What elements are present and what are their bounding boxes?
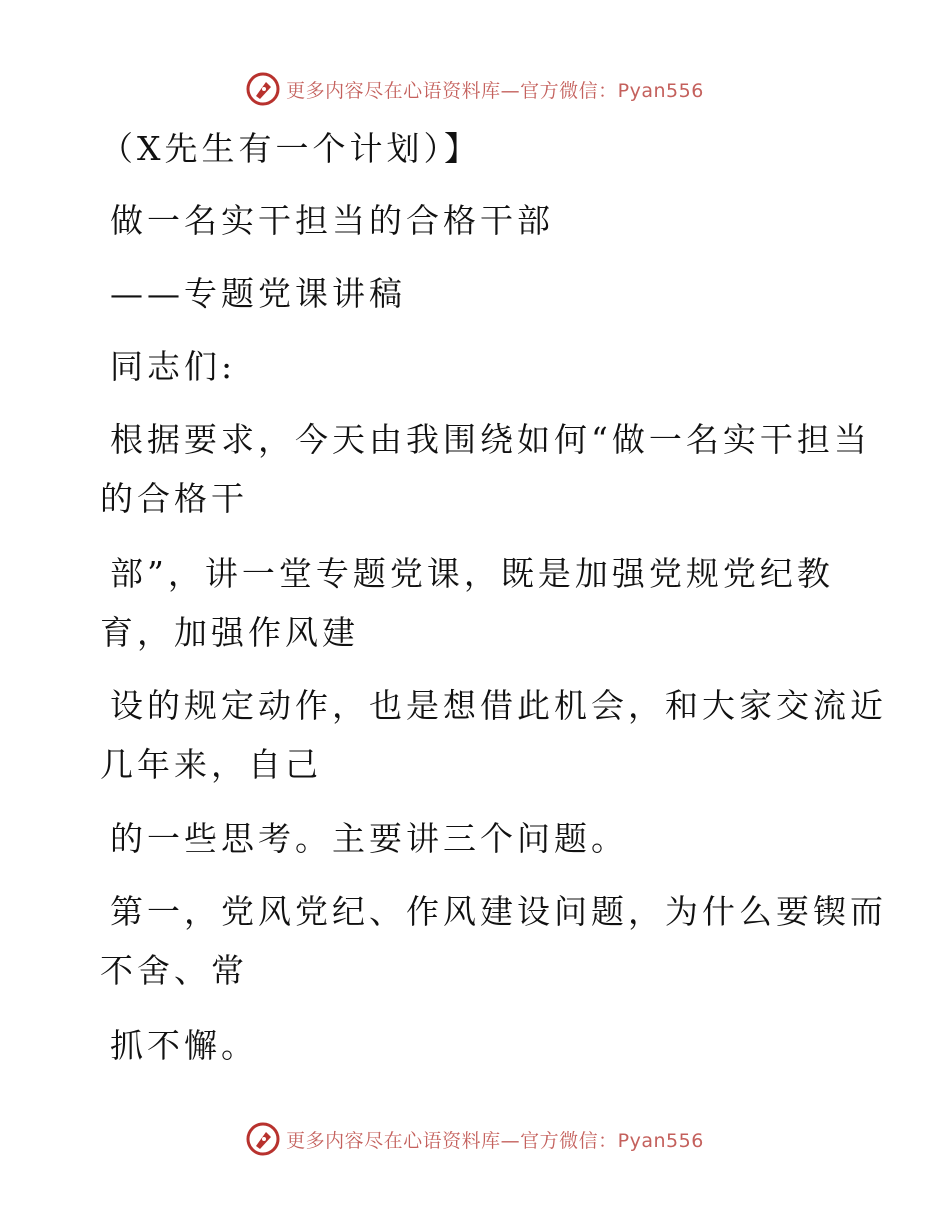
doc-line-8: 育，加强作风建	[100, 613, 359, 652]
watermark-wechat-id: Pyan556	[617, 79, 704, 102]
watermark-text: 更多内容尽在心语资料库—官方微信：Pyan556	[286, 1129, 704, 1152]
doc-line-9: 设的规定动作，也是想借此机会，和大家交流近	[110, 686, 887, 725]
doc-salutation: 同志们:	[110, 347, 237, 386]
doc-line-11: 的一些思考。主要讲三个问题。	[110, 819, 628, 858]
doc-line-6: 的合格干	[100, 479, 248, 518]
footer-watermark	[0, 1122, 950, 1156]
header-watermark	[0, 72, 950, 106]
watermark-wechat-id: Pyan556	[617, 1129, 704, 1152]
doc-line-14: 抓不懈。	[110, 1026, 258, 1065]
pen-nib-logo-icon	[246, 72, 280, 106]
doc-line-10: 几年来，自己	[100, 745, 322, 784]
doc-line-5: 根据要求，今天由我围绕如何“做一名实干担当	[110, 420, 871, 459]
doc-title: 做一名实干担当的合格干部	[110, 201, 554, 240]
watermark-text: 更多内容尽在心语资料库—官方微信：Pyan556	[286, 79, 704, 102]
pen-nib-logo-icon	[246, 1122, 280, 1156]
doc-line-12: 第一，党风党纪、作风建设问题，为什么要锲而	[110, 892, 887, 931]
doc-line-7: 部”，讲一堂专题党课，既是加强党规党纪教	[110, 554, 834, 593]
doc-line-1: （X先生有一个计划）】	[100, 129, 481, 168]
doc-line-13: 不舍、常	[100, 951, 248, 990]
doc-subtitle: ——专题党课讲稿	[110, 274, 406, 313]
